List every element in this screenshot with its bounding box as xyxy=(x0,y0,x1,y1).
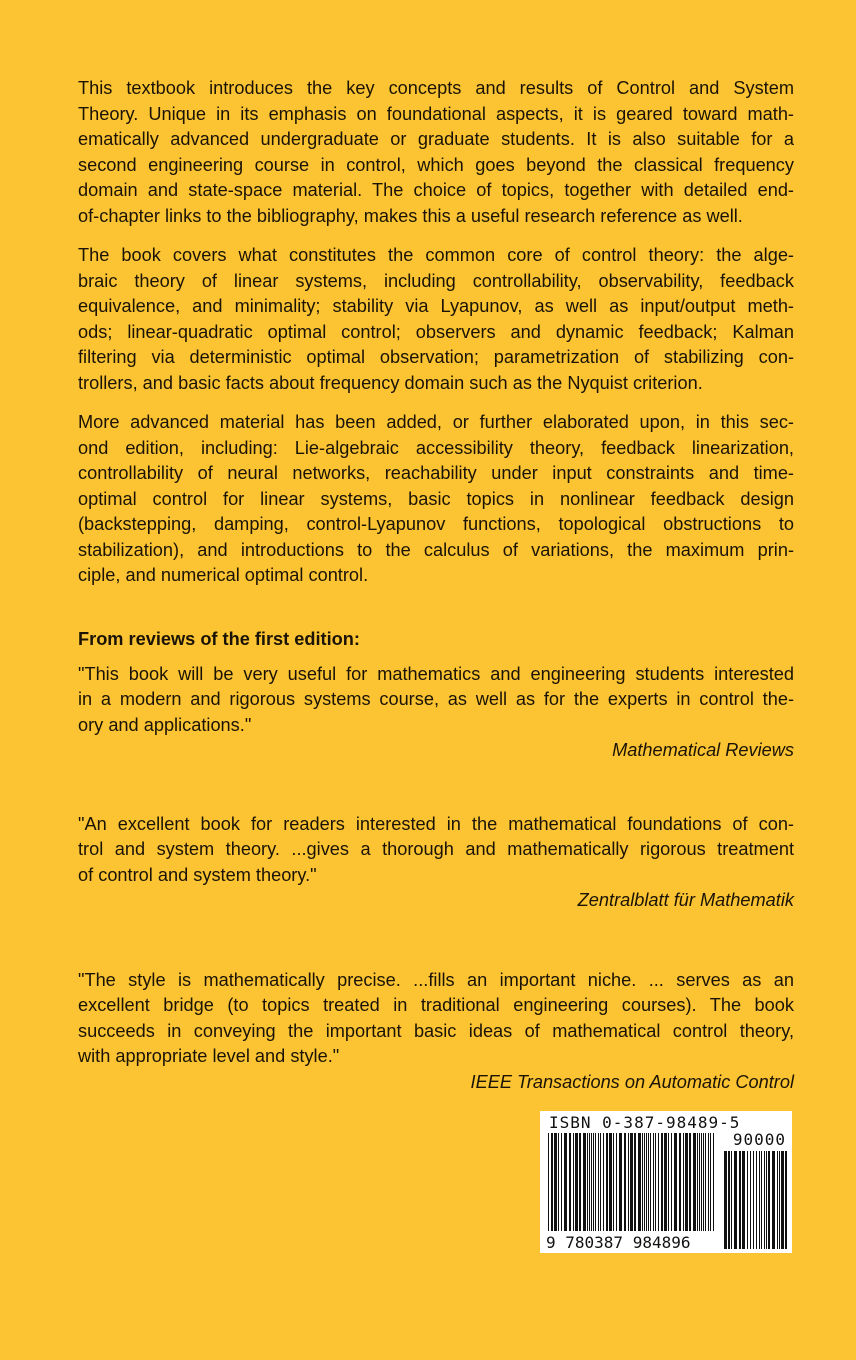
addon-bar xyxy=(742,1151,745,1249)
barcode-bar xyxy=(658,1133,659,1231)
addon-bar xyxy=(777,1151,778,1249)
isbn-barcode xyxy=(540,1111,792,1253)
addon-bar xyxy=(785,1151,787,1249)
barcode-bar xyxy=(587,1133,588,1231)
barcode-bar xyxy=(689,1133,691,1231)
barcode-bar xyxy=(583,1133,586,1231)
isbn-label: ISBN 0-387-98489-5 xyxy=(549,1113,741,1132)
addon-bar xyxy=(728,1151,730,1249)
text-line: second engineering course in control, which goes beyond the classical frequency xyxy=(78,154,794,175)
barcode-bar xyxy=(551,1133,553,1231)
quote-line: "An excellent book for readers interested in the mathematical foundations of con- xyxy=(78,813,794,834)
addon-bar xyxy=(753,1151,754,1249)
barcode-bar xyxy=(642,1133,643,1231)
review-source: Mathematical Reviews xyxy=(612,740,794,760)
description xyxy=(78,76,794,589)
review-item xyxy=(78,812,794,914)
barcode-bar xyxy=(606,1133,608,1231)
barcode-bars xyxy=(540,1111,792,1253)
addon-bar xyxy=(724,1151,727,1249)
back-cover-content xyxy=(78,76,794,1095)
text-line: ods; linear-quadratic optimal control; observers and dynamic feedback; Kalman xyxy=(78,321,794,342)
barcode-bar xyxy=(668,1133,669,1231)
barcode-bar xyxy=(685,1133,688,1231)
quote-line: "The style is mathematically precise. ...fills an important niche. ... serves as an xyxy=(78,969,794,990)
barcode-bar xyxy=(575,1133,578,1231)
barcode-bar xyxy=(644,1133,645,1231)
barcode-bar xyxy=(703,1133,704,1231)
barcode-bar xyxy=(595,1133,596,1231)
barcode-bar xyxy=(661,1133,663,1231)
text-line: ond edition, including: Lie-algebraic accessibility theory, feedback linearization, xyxy=(78,437,794,458)
barcode-bar xyxy=(569,1133,571,1231)
description-paragraph xyxy=(78,243,794,396)
barcode-bar xyxy=(697,1133,698,1231)
barcode-bar xyxy=(609,1133,612,1231)
ean-number: 9 780387 984896 xyxy=(546,1233,691,1252)
quote-line: trol and system theory. ...gives a thorough and mathematically rigorous treatment xyxy=(78,839,794,859)
reviews-heading: From reviews of the first edition: xyxy=(78,628,360,649)
addon-bar xyxy=(764,1151,765,1249)
addon-bar xyxy=(766,1151,767,1249)
review-quote xyxy=(78,968,794,1070)
quote-line: excellent bridge (to topics treated in traditional engineering courses). The book xyxy=(78,995,794,1015)
barcode-bar xyxy=(674,1133,677,1231)
text-line: (backstepping, damping, control-Lyapunov functions, topological obstructions to xyxy=(78,514,794,534)
review-quote xyxy=(78,662,794,739)
barcode-bar xyxy=(671,1133,672,1231)
description-paragraph xyxy=(78,76,794,229)
barcode-bar xyxy=(613,1133,614,1231)
barcode-bar xyxy=(634,1133,636,1231)
barcode-bar xyxy=(653,1133,654,1231)
barcode-bar xyxy=(683,1133,684,1231)
text-line: braic theory of linear systems, including controllability, observability, feedback xyxy=(78,270,794,291)
barcode-bar xyxy=(628,1133,629,1231)
barcode-bar xyxy=(713,1133,714,1231)
text-line: domain and state-space material. The choice of topics, together with detailed end- xyxy=(78,180,794,200)
barcode-bar xyxy=(598,1133,599,1231)
text-line: ematically advanced undergraduate or graduate students. It is also suitable for a xyxy=(78,129,794,149)
text-line: More advanced material has been added, or further elaborated upon, in this sec- xyxy=(78,412,794,432)
barcode-bar xyxy=(679,1133,681,1231)
barcode-bar xyxy=(591,1133,592,1231)
barcode-bar xyxy=(589,1133,590,1231)
text-line: filtering via deterministic optimal observation; parametrization of stabilizing con- xyxy=(78,347,794,367)
barcode-bar xyxy=(616,1133,617,1231)
barcode-bar xyxy=(564,1133,567,1231)
addon-bar xyxy=(747,1151,748,1249)
addon-bar xyxy=(750,1151,751,1249)
addon-bar xyxy=(759,1151,760,1249)
review-quote xyxy=(78,812,794,889)
price-code: 90000 xyxy=(732,1130,786,1149)
addon-bar xyxy=(734,1151,737,1249)
barcode-bar xyxy=(579,1133,581,1231)
text-line: stabilization), and introductions to the calculus of variations, the maximum prin- xyxy=(78,539,794,560)
review-source: Zentralblatt für Mathematik xyxy=(577,890,794,910)
barcode-bar xyxy=(693,1133,696,1231)
barcode-bar xyxy=(573,1133,574,1231)
barcode-bar xyxy=(638,1133,641,1231)
reviews-list xyxy=(78,662,794,1096)
addon-bar xyxy=(739,1151,741,1249)
barcode-bar xyxy=(708,1133,709,1231)
barcode-bar xyxy=(593,1133,594,1231)
barcode-bar xyxy=(630,1133,633,1231)
barcode-bar xyxy=(646,1133,647,1231)
barcode-bar xyxy=(554,1133,557,1231)
barcode-bar xyxy=(619,1133,622,1231)
review-item xyxy=(78,662,794,764)
barcode-bar xyxy=(561,1133,562,1231)
barcode-bar xyxy=(710,1133,711,1231)
addon-bar xyxy=(781,1151,784,1249)
text-line: This textbook introduces the key concepts and results of Control and System xyxy=(78,78,794,98)
addon-bar xyxy=(761,1151,762,1249)
barcode-bar xyxy=(624,1133,626,1231)
barcode-bar xyxy=(650,1133,651,1231)
text-line: trollers, and basic facts about frequency domain such as the Nyquist criterion. xyxy=(78,372,703,393)
barcode-bar xyxy=(705,1133,706,1231)
quote-line: in a modern and rigorous systems course, as well as for the experts in control the- xyxy=(78,689,794,709)
description-paragraph xyxy=(78,410,794,589)
barcode-bar xyxy=(603,1133,604,1231)
quote-line: of control and system theory." xyxy=(78,864,317,885)
addon-bar xyxy=(779,1151,780,1249)
addon-bar xyxy=(768,1151,770,1249)
text-line: Theory. Unique in its emphasis on foundational aspects, it is geared toward math- xyxy=(78,103,794,124)
barcode-bar xyxy=(701,1133,702,1231)
review-item xyxy=(78,968,794,1096)
quote-line: "This book will be very useful for mathematics and engineering students interested xyxy=(78,663,794,684)
text-line: optimal control for linear systems, basic topics in nonlinear feedback design xyxy=(78,488,794,509)
quote-line: ory and applications." xyxy=(78,714,252,735)
barcode-bar xyxy=(548,1133,549,1231)
addon-bar xyxy=(772,1151,775,1249)
quote-line: succeeds in conveying the important basic ideas of mathematical control theory, xyxy=(78,1020,794,1041)
barcode-bar xyxy=(600,1133,601,1231)
barcode-bar xyxy=(648,1133,649,1231)
barcode-bar xyxy=(699,1133,700,1231)
barcode-bar xyxy=(655,1133,656,1231)
addon-bar xyxy=(731,1151,732,1249)
text-line: ciple, and numerical optimal control. xyxy=(78,565,369,585)
text-line: controllability of neural networks, reachability under input constraints and time- xyxy=(78,463,794,483)
addon-bar xyxy=(756,1151,757,1249)
text-line: The book covers what constitutes the common core of control theory: the alge- xyxy=(78,245,794,265)
text-line: equivalence, and minimality; stability via Lyapunov, as well as input/output meth- xyxy=(78,296,794,316)
barcode-bar xyxy=(558,1133,559,1231)
barcode-bar xyxy=(664,1133,667,1231)
quote-line: with appropriate level and style." xyxy=(78,1046,340,1066)
review-source: IEEE Transactions on Automatic Control xyxy=(470,1071,794,1092)
text-line: of-chapter links to the bibliography, makes this a useful research reference as well. xyxy=(78,205,743,226)
